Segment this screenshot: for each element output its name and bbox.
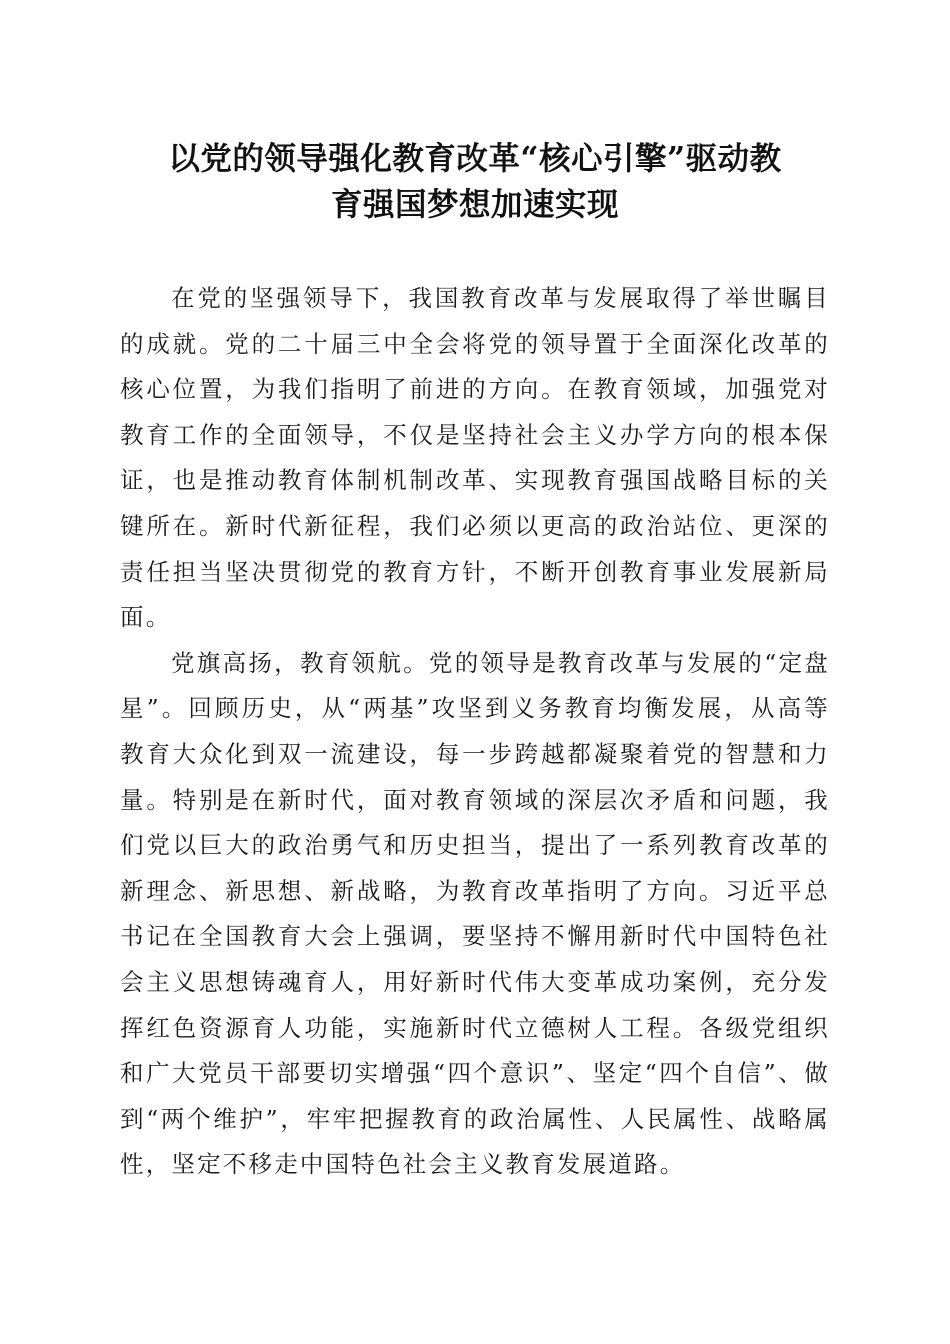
document-title-line-2: 育强国梦想加速实现 <box>330 186 619 223</box>
body-paragraph-1: 在党的坚强领导下，我国教育改革与发展取得了举世瞩目的成就。党的二十届三中全会将党的领导置于全面深化改革的核心位置，为我们指明了前进的方向。在教育领域，加强党对教育工作的全面领导，不仅是坚持社会主义办学方向的根本保证，也是推动教育体制机制改革、实现教育强国战略目标的关键所在。新时代新征程，我们必须以更高的政治站位、更深的责任担当坚决贯彻党的教育方针，不断开创教育事业发展新局面。 <box>120 284 830 632</box>
document-body <box>120 276 830 1188</box>
document-title <box>110 136 840 228</box>
document-title-line-1: 以党的领导强化教育改革“核心引擎”驱动教 <box>168 140 782 177</box>
body-paragraph-2: 党旗高扬，教育领航。党的领导是教育改革与发展的“定盘星”。回顾历史，从“两基”攻坚到义务教育均衡发展，从高等教育大众化到双一流建设，每一步跨越都凝聚着党的智慧和力量。特别是在新时代，面对教育领域的深层次矛盾和问题，我们党以巨大的政治勇气和历史担当，提出了一系列教育改革的新理念、新思想、新战略，为教育改革指明了方向。习近平总书记在全国教育大会上强调，要坚持不懈用新时代中国特色社会主义思想铸魂育人，用好新时代伟大变革成功案例，充分发挥红色资源育人功能，实施新时代立德树人工程。各级党组织和广大党员干部要切实增强“四个意识”、坚定“四个自信”、做到“两个维护”，牢牢把握教育的政治属性、人民属性、战略属性，坚定不移走中国特色社会主义教育发展道路。 <box>120 648 830 1179</box>
